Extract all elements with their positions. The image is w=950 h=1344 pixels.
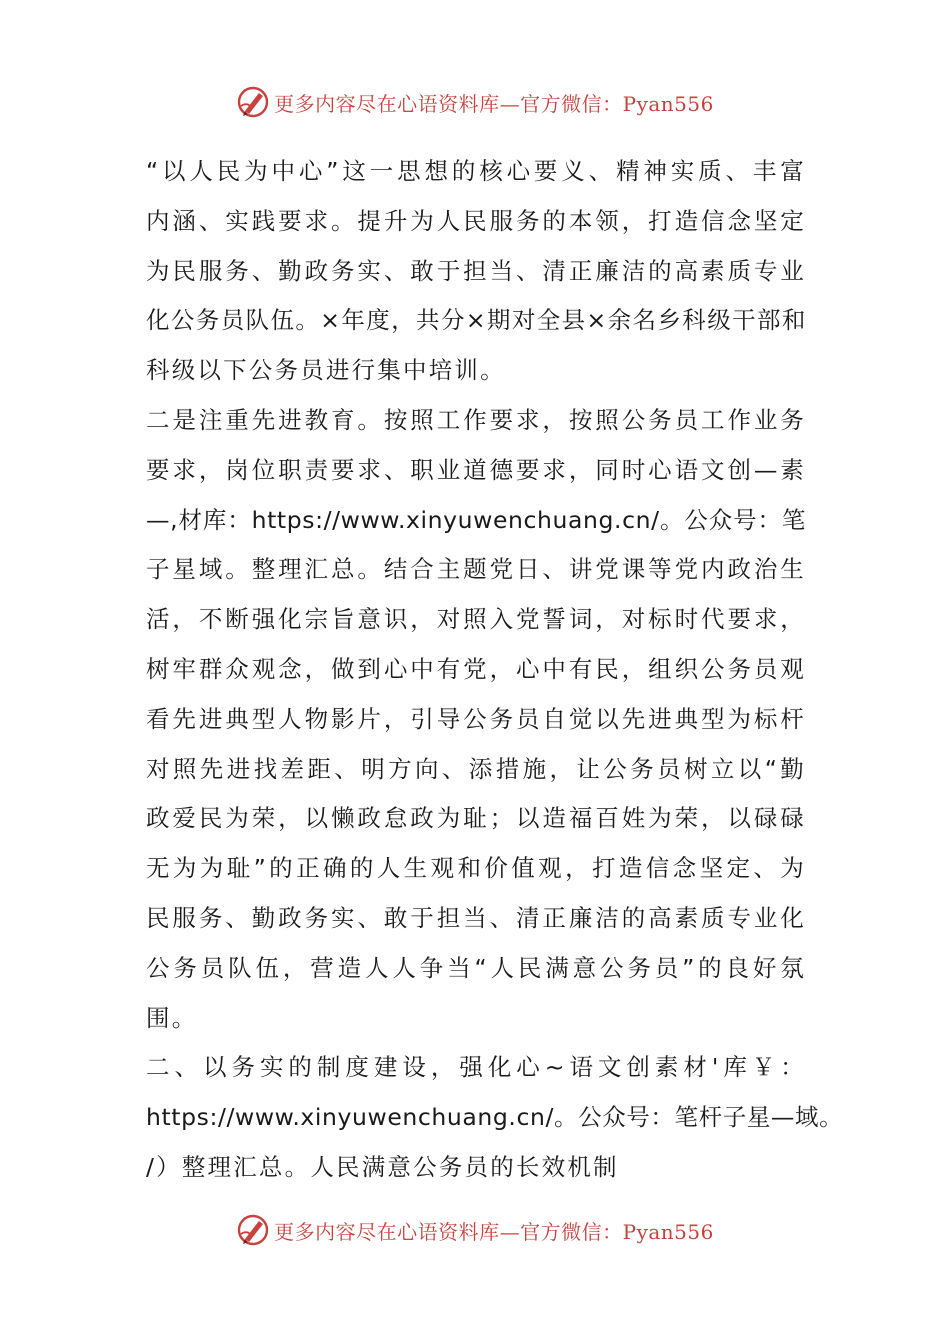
text-line: 要求，岗位职责要求、职业道德要求，同时心语文创—素 <box>146 455 806 484</box>
pen-in-circle-icon <box>236 1213 270 1247</box>
footer-banner <box>0 1208 950 1252</box>
text-line: —,材库：https://www.xinyuwenchuang.cn/。公众号：笔 <box>146 505 806 534</box>
text-line: /）整理汇总。人民满意公务员的长效机制 <box>146 1152 619 1181</box>
banner-text: 更多内容尽在心语资料库—官方微信：Pyan556 <box>274 91 714 116</box>
text-line: 树牢群众观念，做到心中有党，心中有民，组织公务员观 <box>146 654 806 683</box>
text-line: 为民服务、勤政务实、敢于担当、清正廉洁的高素质专业 <box>146 256 806 285</box>
text-line: 子星域。整理汇总。结合主题党日、讲党课等党内政治生 <box>146 555 806 584</box>
text-line: 二是注重先进教育。按照工作要求，按照公务员工作业务 <box>146 405 806 434</box>
banner-text: 更多内容尽在心语资料库—官方微信：Pyan556 <box>274 1219 714 1244</box>
document-body <box>146 147 844 1193</box>
text-line: https://www.xinyuwenchuang.cn/。公众号：笔杆子星—域。 <box>146 1103 844 1132</box>
pen-in-circle-icon <box>236 85 270 119</box>
paragraph <box>146 1043 844 1192</box>
text-line: 民服务、勤政务实、敢于担当、清正廉洁的高素质专业化 <box>146 903 806 932</box>
text-line: 围。 <box>146 1003 198 1032</box>
text-line: 对照先进找差距、明方向、添措施，让公务员树立以“勤 <box>146 754 806 783</box>
text-line: 活，不断强化宗旨意识，对照入党誓词，对标时代要求， <box>146 605 806 634</box>
paragraph <box>146 396 806 1043</box>
header-banner <box>0 80 950 124</box>
text-line: 内涵、实践要求。提升为人民服务的本领，打造信念坚定 <box>146 206 806 235</box>
paragraph <box>146 147 806 396</box>
text-line: “以人民为中心”这一思想的核心要义、精神实质、丰富 <box>146 157 806 185</box>
text-line: 政爱民为荣，以懒政怠政为耻；以造福百姓为荣，以碌碌 <box>146 804 806 833</box>
text-line: 无为为耻”的正确的人生观和价值观，打造信念坚定、为 <box>146 854 806 883</box>
text-line: 公务员队伍，营造人人争当“人民满意公务员”的良好氛 <box>146 953 806 982</box>
text-line: 化公务员队伍。×年度，共分×期对全县×余名乡科级干部和 <box>146 306 806 335</box>
text-line: 科级以下公务员进行集中培训。 <box>146 356 506 385</box>
text-line: 看先进典型人物影片，引导公务员自觉以先进典型为标杆 <box>146 704 806 733</box>
text-line: 二、以务实的制度建设，强化心~语文创素材'库￥： <box>146 1053 806 1082</box>
